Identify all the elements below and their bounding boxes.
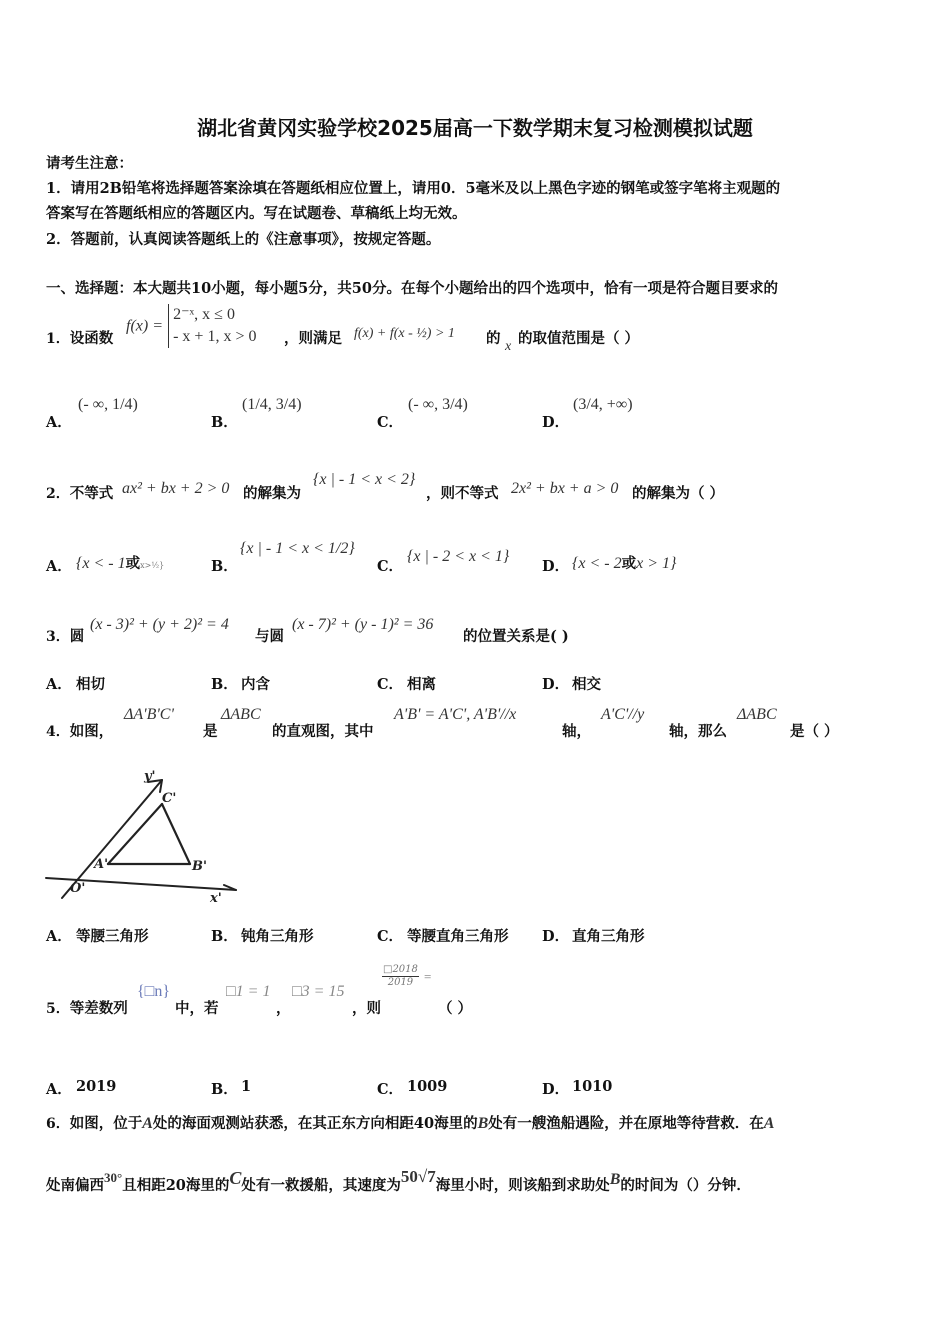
q3-option-b[interactable]: 内含 <box>241 676 270 693</box>
q3-text-a: 圆 <box>69 628 85 645</box>
q1-option-a[interactable]: (- ∞, 1/4) <box>78 396 138 413</box>
q2-set-1: {x | - 1 < x < 2} <box>313 471 416 488</box>
q6-point-a: A <box>142 1115 153 1132</box>
q4-label-x: x' <box>210 891 222 906</box>
q6-speed: 50√7 <box>400 1167 436 1186</box>
q2-text-d: 的解集为（ ） <box>632 485 725 502</box>
q1-var: x <box>505 339 512 354</box>
q1-option-d[interactable]: (3/4, +∞) <box>573 396 633 413</box>
q4-option-d[interactable]: 直角三角形 <box>572 928 645 945</box>
q4-label-y: y' <box>144 769 156 784</box>
q4-text-d: 轴， <box>562 723 591 740</box>
q3-option-c-label[interactable]: C． <box>377 676 404 693</box>
q2-option-a-tail: x>½} <box>140 561 165 570</box>
q5-fraction-den: 2019 <box>387 977 414 988</box>
q4-edge-bc <box>162 804 190 864</box>
notice-line-3: 2．答题前，认真阅读答题纸上的《注意事项》，按规定答题。 <box>46 231 441 248</box>
q4-text-e: 轴，那么 <box>669 723 727 740</box>
q6-text-f: 处有一救援船，其速度为 <box>241 1177 401 1194</box>
q2-option-d-label[interactable]: D． <box>542 558 570 575</box>
q2-option-a-label[interactable]: A． <box>46 558 72 575</box>
q5-text-b: 中，若 <box>175 1000 219 1017</box>
q6-text-h: 的时间为（）分钟． <box>620 1177 751 1194</box>
q1-text-d: 的取值范围是（ ） <box>518 330 640 347</box>
q5-text-c: ，则 <box>352 1000 381 1017</box>
q4-option-b-label[interactable]: B． <box>211 928 238 945</box>
q2-text-c: ，则不等式 <box>426 485 499 502</box>
q4-option-a-label[interactable]: A． <box>46 928 72 945</box>
q4-number: 4． <box>46 724 70 740</box>
q5-text-a: 等差数列 <box>69 1000 128 1017</box>
q4-option-b[interactable]: 钝角三角形 <box>241 928 314 945</box>
q3-number: 3． <box>46 629 70 645</box>
q5-number: 5． <box>46 1001 70 1017</box>
q1-option-d-label[interactable]: D． <box>542 414 570 431</box>
q6-point-a-2: A <box>763 1115 775 1132</box>
q4-text-b: 是 <box>203 723 218 740</box>
q4-option-a[interactable]: 等腰三角形 <box>76 928 149 945</box>
q5-equals: = <box>424 969 432 984</box>
q4-text-f: 是（ ） <box>790 723 839 740</box>
question-1 <box>46 327 113 348</box>
q4-triangle-3: ΔABC <box>737 706 777 723</box>
q3-option-a[interactable]: 相切 <box>76 676 105 693</box>
q1-text-a: 设函数 <box>69 330 114 347</box>
question-6-line-1 <box>46 1112 774 1133</box>
notice-heading: 请考生注意： <box>46 155 133 172</box>
q4-label-o: O' <box>70 881 86 896</box>
q5-option-b[interactable]: 1 <box>241 1078 252 1095</box>
q5-text-d: （ ） <box>438 1000 473 1017</box>
q3-circle-2: (x - 7)² + (y - 1)² = 36 <box>292 616 434 633</box>
q1-text-b: ，则满足 <box>284 330 342 347</box>
q3-option-d-label[interactable]: D． <box>542 676 570 693</box>
q2-number: 2． <box>46 486 70 502</box>
q5-option-a[interactable]: 2019 <box>76 1078 117 1095</box>
q2-text-a: 不等式 <box>69 485 114 502</box>
q5-option-c[interactable]: 1009 <box>407 1078 448 1095</box>
q1-text-c: 的 <box>486 330 501 347</box>
q4-label-a: A' <box>94 857 109 872</box>
q4-condition-2: A'C'//y <box>601 706 645 723</box>
q2-option-a-part-1: {x < - 1 <box>76 555 126 572</box>
q4-label-b: B' <box>192 859 207 874</box>
q3-option-b-label[interactable]: B． <box>211 676 238 693</box>
page-title: 湖北省黄冈实验学校2025届高一下数学期末复习检测模拟试题 <box>197 116 753 140</box>
question-3 <box>46 625 84 646</box>
q2-option-c[interactable]: {x | - 2 < x < 1} <box>407 548 510 565</box>
q2-ineq-1: ax² + bx + 2 > 0 <box>122 480 230 497</box>
q4-triangle-1: ΔA'B'C' <box>124 706 174 723</box>
q3-option-a-label[interactable]: A． <box>46 676 72 693</box>
q4-label-c: C' <box>162 791 177 806</box>
q4-triangle-2: ΔABC <box>221 706 261 723</box>
q6-point-b: B <box>477 1115 489 1132</box>
q5-option-d[interactable]: 1010 <box>572 1078 613 1095</box>
q5-separator: ， <box>276 1000 291 1017</box>
q4-option-c[interactable]: 等腰直角三角形 <box>407 928 509 945</box>
notice-line-2: 答案写在答题纸相应的答题区内。写在试题卷、草稿纸上均无效。 <box>46 205 467 222</box>
q1-number: 1． <box>46 331 70 347</box>
question-4 <box>46 720 113 741</box>
q4-text-c: 的直观图，其中 <box>272 723 374 740</box>
q4-option-d-label[interactable]: D． <box>542 928 570 945</box>
q5-condition-2: □3 = 15 <box>292 983 345 1000</box>
q6-text-b: 处的海面观测站获悉，在其正东方向相距40海里的 <box>152 1115 478 1132</box>
q2-option-b[interactable]: {x | - 1 < x < 1/2} <box>240 540 355 557</box>
q1-option-a-label[interactable]: A． <box>46 414 72 431</box>
q5-fraction <box>382 964 431 989</box>
q2-option-d-or: 或 <box>621 555 637 572</box>
q1-fx: f(x) = <box>126 317 163 335</box>
q1-condition: f(x) + f(x - ½) > 1 <box>354 326 455 341</box>
q4-figure <box>44 768 244 910</box>
q4-condition-1: A'B' = A'C', A'B'//x <box>394 706 517 723</box>
section-heading: 一、选择题：本大题共10小题，每小题5分，共50分。在每个小题给出的四个选项中，恰有一项是符合题目要求的 <box>46 280 778 297</box>
q1-case-1: 2⁻ˣ, x ≤ 0 <box>173 306 235 323</box>
q1-option-b-label[interactable]: B． <box>211 414 238 431</box>
q6-text-a: 如图，位于 <box>69 1115 143 1132</box>
q5-option-d-label[interactable]: D． <box>542 1081 570 1098</box>
q4-text-a: 如图， <box>69 723 114 740</box>
q6-number: 6． <box>46 1116 70 1132</box>
q1-option-b[interactable]: (1/4, 3/4) <box>242 396 302 413</box>
q6-text-e: 且相距20海里的 <box>122 1177 230 1194</box>
q2-option-a[interactable] <box>76 552 164 573</box>
q6-text-d: 处南偏西 <box>46 1177 104 1194</box>
q5-option-b-label[interactable]: B． <box>211 1081 238 1098</box>
question-2 <box>46 482 113 503</box>
q2-text-b: 的解集为 <box>243 485 301 502</box>
q2-option-d[interactable] <box>572 552 676 573</box>
q1-option-c[interactable]: (- ∞, 3/4) <box>408 396 468 413</box>
q5-condition-1: □1 = 1 <box>226 983 271 1000</box>
q3-option-c[interactable]: 相离 <box>407 676 436 693</box>
q3-text-c: 的位置关系是( ) <box>463 628 569 645</box>
q5-option-a-label[interactable]: A． <box>46 1081 72 1098</box>
q6-point-c: C <box>229 1168 242 1188</box>
q6-text-g: 海里小时，则该船到求助处 <box>435 1177 610 1194</box>
q6-point-b-2: B <box>609 1171 621 1188</box>
q2-option-b-label[interactable]: B． <box>211 558 238 575</box>
q1-option-c-label[interactable]: C． <box>377 414 404 431</box>
q3-text-b: 与圆 <box>255 628 284 645</box>
q4-option-c-label[interactable]: C． <box>377 928 404 945</box>
q1-case-2: - x + 1, x > 0 <box>173 328 257 345</box>
q3-option-d[interactable]: 相交 <box>572 676 601 693</box>
q5-fraction-num: □2018 <box>383 964 418 975</box>
q3-circle-1: (x - 3)² + (y + 2)² = 4 <box>90 616 229 633</box>
q6-text-c: 处有一艘渔船遇险，并在原地等待营救．在 <box>488 1115 764 1132</box>
notice-line-1: 1．请用2B铅笔将选择题答案涂填在答题纸相应位置上，请用0．5毫米及以上黑色字迹的钢笔或签字笔将主观题的 <box>46 180 781 197</box>
q6-angle: 30° <box>104 1170 123 1185</box>
q2-ineq-2: 2x² + bx + a > 0 <box>511 480 619 497</box>
q5-option-c-label[interactable]: C． <box>377 1081 404 1098</box>
q2-option-d-part-1: {x < - 2 <box>572 555 622 572</box>
q2-option-c-label[interactable]: C． <box>377 558 404 575</box>
question-5 <box>46 997 128 1018</box>
q5-sequence: {□n} <box>137 983 171 1000</box>
q2-option-a-or: 或 <box>125 555 141 572</box>
q2-option-d-part-2: x > 1} <box>636 555 677 572</box>
q1-function <box>126 304 256 348</box>
q1-cases <box>168 304 256 348</box>
question-6-line-2 <box>46 1167 751 1195</box>
